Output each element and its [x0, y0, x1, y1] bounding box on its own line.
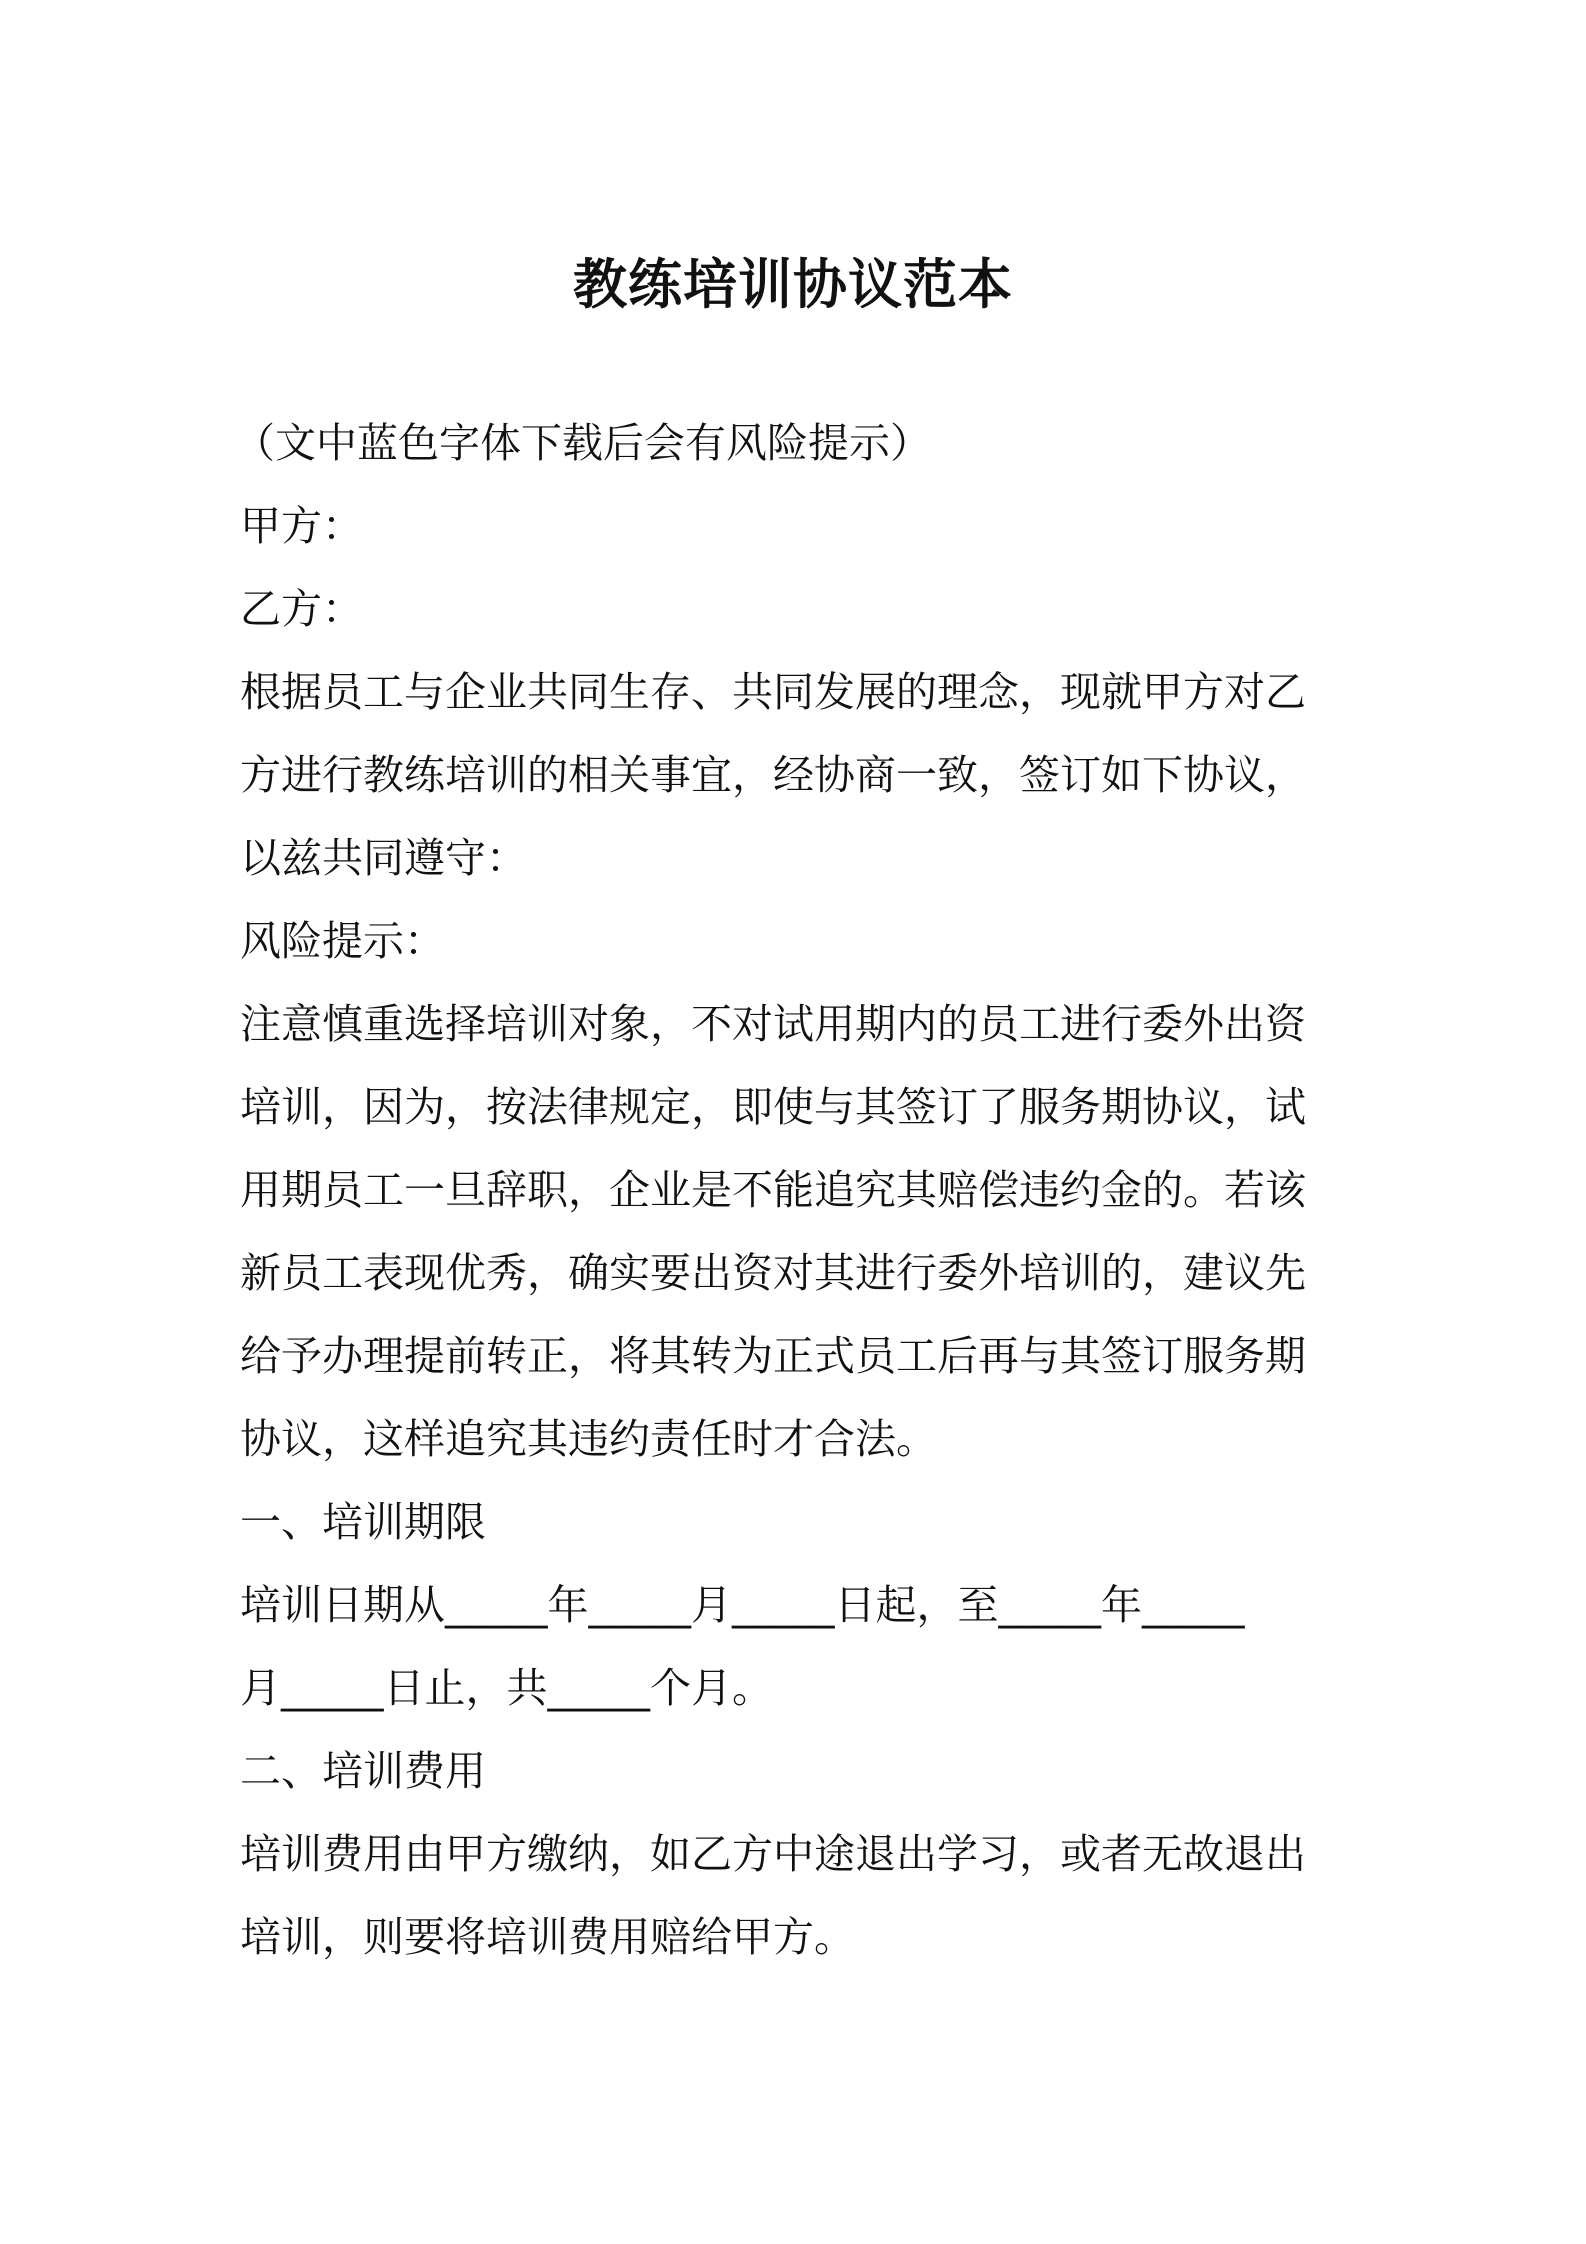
risk-line-4: 新员工表现优秀，确实要出资对其进行委外培训的，建议先	[240, 1249, 1306, 1297]
fee-line-1: 培训费用由甲方缴纳，如乙方中途退出学习，或者无故退出	[240, 1830, 1306, 1878]
training-date-line-1: 培训日期从_____年_____月_____日起，至_____年_____	[240, 1581, 1245, 1629]
intro-line-3: 以兹共同遵守：	[240, 834, 527, 882]
risk-line-6: 协议，这样追究其违约责任时才合法。	[240, 1415, 937, 1463]
risk-line-1: 注意慎重选择培训对象，不对试用期内的员工进行委外出资	[240, 1000, 1306, 1048]
section-heading-training-period: 一、培训期限	[240, 1498, 486, 1546]
risk-line-2: 培训，因为，按法律规定，即使与其签订了服务期协议，试	[240, 1083, 1306, 1131]
download-note: （文中蓝色字体下载后会有风险提示）	[234, 419, 931, 467]
risk-line-5: 给予办理提前转正，将其转为正式员工后再与其签订服务期	[240, 1332, 1306, 1380]
section-heading-training-fee: 二、培训费用	[240, 1747, 486, 1795]
intro-line-2: 方进行教练培训的相关事宜，经协商一致，签订如下协议，	[240, 751, 1306, 799]
intro-line-1: 根据员工与企业共同生存、共同发展的理念，现就甲方对乙	[240, 668, 1306, 716]
training-date-line-2: 月_____日止，共_____个月。	[240, 1664, 773, 1712]
risk-line-3: 用期员工一旦辞职，企业是不能追究其赔偿违约金的。若该	[240, 1166, 1306, 1214]
party-b-line: 乙方：	[240, 585, 363, 633]
fee-line-2: 培训，则要将培训费用赔给甲方。	[240, 1913, 855, 1961]
document-title: 教练培训协议范本	[573, 253, 1013, 316]
document-body	[234, 402, 1360, 1979]
risk-heading: 风险提示：	[240, 917, 445, 965]
party-a-line: 甲方：	[240, 502, 363, 550]
